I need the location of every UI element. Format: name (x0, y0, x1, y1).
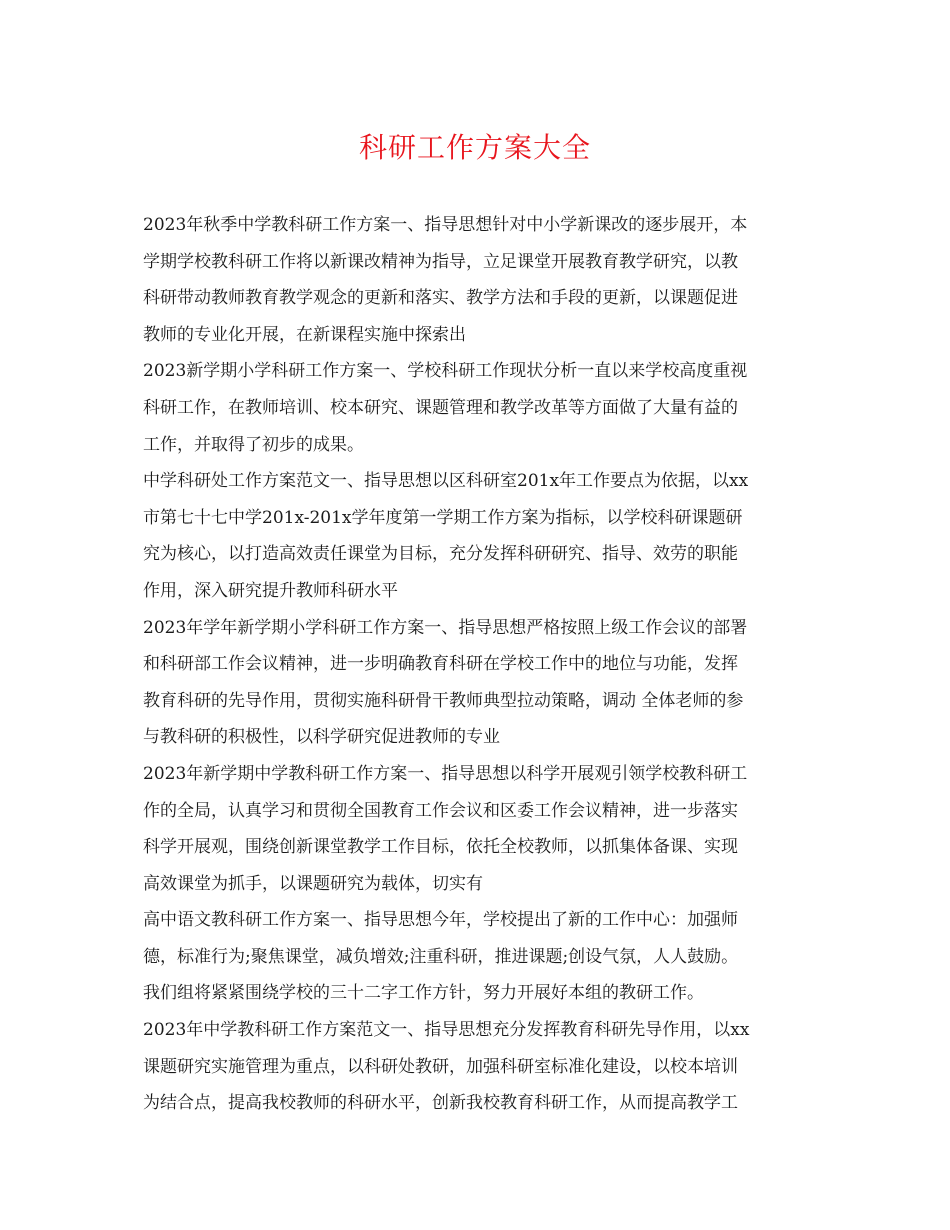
paragraph (143, 902, 808, 1012)
text-line: 教育科研的先导作用，贯彻实施科研骨干教师典型拉动策略，调动 全体老师的参 (143, 690, 744, 711)
text-line: 2023年中学教科研工作方案范文一、指导思想充分发挥教育科研先导作用，以xx (143, 1020, 750, 1041)
text-line: 科研带动教师教育教学观念的更新和落实、教学方法和手段的更新，以课题促进 (143, 288, 738, 309)
text-line: 和科研部工作会议精神，进一步明确教育科研在学校工作中的地位与功能，发挥 (143, 654, 738, 675)
document-body (143, 207, 808, 1122)
text-line: 学期学校教科研工作将以新课改精神为指导，立足课堂开展教育教学研究，以教 (143, 251, 738, 272)
text-line: 高中语文教科研工作方案一、指导思想今年，学校提出了新的工作中心：加强师 (143, 910, 738, 931)
text-line: 中学科研处工作方案范文一、指导思想以区科研室201x年工作要点为依据，以xx (143, 471, 749, 492)
text-line: 我们组将紧紧围绕学校的三十二字工作方针，努力开展好本组的教研工作。 (143, 983, 704, 1004)
text-line: 教师的专业化开展，在新课程实施中探索出 (143, 324, 466, 345)
text-line: 课题研究实施管理为重点，以科研处教研，加强科研室标准化建设，以校本培训 (143, 1056, 738, 1077)
paragraph (143, 353, 808, 463)
text-line: 作的全局，认真学习和贯彻全国教育工作会议和区委工作会议精神，进一步落实 (143, 800, 738, 821)
paragraph (143, 756, 808, 902)
text-line: 2023年学年新学期小学科研工作方案一、指导思想严格按照上级工作会议的部署 (143, 617, 748, 638)
text-line: 为结合点，提高我校教师的科研水平，创新我校教育科研工作，从而提高教学工 (143, 1093, 738, 1114)
paragraph (143, 207, 808, 353)
text-line: 2023年秋季中学教科研工作方案一、指导思想针对中小学新课改的逐步展开，本 (143, 215, 748, 235)
paragraph (143, 610, 808, 756)
paragraph (143, 1012, 808, 1122)
paragraph (143, 463, 808, 609)
text-line: 市第七十七中学201x-201x学年度第一学期工作方案为指标，以学校科研课题研 (143, 507, 743, 528)
text-line: 2023新学期小学科研工作方案一、学校科研工作现状分析一直以来学校高度重视 (143, 361, 748, 382)
text-line: 与教科研的积极性，以科学研究促进教师的专业 (143, 727, 500, 748)
text-line: 工作，并取得了初步的成果。 (143, 434, 364, 455)
text-line: 究为核心，以打造高效责任课堂为目标，充分发挥科研研究、指导、效劳的职能 (143, 544, 738, 565)
text-line: 高效课堂为抓手，以课题研究为载体，切实有 (143, 873, 483, 894)
text-line: 德，标准行为;聚焦课堂，减负增效;注重科研，推进课题;创设气氛，人人鼓励。 (143, 946, 739, 967)
text-line: 科学开展观，围绕创新课堂教学工作目标，依托全校教师，以抓集体备课、实现 (143, 837, 738, 858)
text-line: 科研工作，在教师培训、校本研究、课题管理和教学改革等方面做了大量有益的 (143, 397, 738, 418)
text-line: 作用，深入研究提升教师科研水平 (143, 580, 398, 601)
page-title: 科研工作方案大全 (358, 131, 591, 164)
text-line: 2023年新学期中学教科研工作方案一、指导思想以科学开展观引领学校教科研工 (143, 763, 748, 784)
